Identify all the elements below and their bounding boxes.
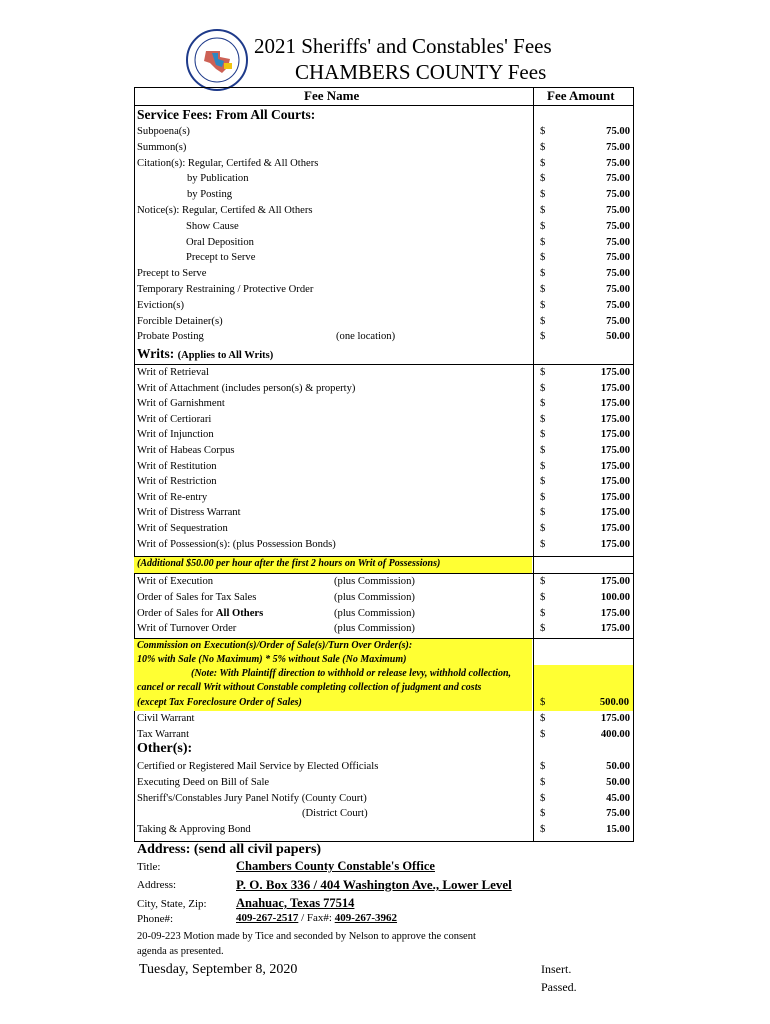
fee-note: (one location)	[336, 331, 396, 343]
fee-row	[134, 621, 634, 637]
fee-row	[134, 537, 634, 553]
fee-row	[134, 171, 634, 187]
fee-row	[134, 505, 634, 521]
dollar-sign: $	[540, 713, 546, 724]
fee-row	[134, 459, 634, 475]
fee-amount: 175.00	[600, 523, 630, 534]
dollar-sign: $	[540, 284, 546, 295]
dollar-sign: $	[540, 507, 546, 519]
commission-line2: 10% with Sale (No Maximum) * 5% without Sale (No Maximum)	[137, 654, 407, 665]
fee-amount: 175.00	[600, 398, 630, 410]
fee-note: (plus Commission)	[334, 623, 415, 635]
dollar-sign: $	[540, 591, 546, 603]
fee-amount: 175.00	[600, 491, 630, 503]
writs-heading-title: Writs:	[137, 346, 175, 361]
page-title-line1: 2021 Sheriffs' and Constables' Fees	[254, 34, 552, 58]
fee-note: (plus Commission)	[334, 591, 415, 603]
fee-amount: 175.00	[600, 507, 630, 519]
dollar-sign: $	[540, 761, 546, 772]
fax-value: 409-267-3962	[334, 912, 398, 924]
dollar-sign: $	[540, 413, 546, 425]
fee-label: Writ of Garnishment	[137, 398, 225, 410]
divider	[134, 556, 634, 557]
commission-line4: cancel or recall Writ without Constable completing collection of judgment and costs	[137, 682, 482, 693]
fee-row	[134, 791, 634, 807]
fee-amount: 50.00	[606, 331, 630, 343]
fee-label: Oral Deposition	[186, 236, 254, 248]
passed-note: Passed.	[541, 980, 577, 994]
fee-amount: 75.00	[606, 315, 630, 327]
dollar-sign: $	[540, 728, 546, 740]
fee-label: Writ of Habeas Corpus	[137, 445, 235, 456]
dollar-sign: $	[540, 367, 546, 378]
dollar-sign: $	[540, 808, 546, 820]
fee-row	[134, 521, 634, 537]
fee-amount: 175.00	[600, 382, 630, 394]
fee-amount: 175.00	[600, 429, 630, 441]
fax-label: / Fax#:	[301, 912, 332, 924]
fee-label: Notice(s): Regular, Certifed & All Others	[137, 205, 313, 216]
fee-row	[134, 775, 634, 791]
fee-amount: 75.00	[606, 236, 630, 248]
fee-name-header: Fee Name	[304, 88, 360, 103]
dollar-sign: $	[540, 429, 546, 441]
fee-amount: 75.00	[606, 189, 630, 201]
fee-amount: 45.00	[606, 792, 630, 804]
dollar-sign: $	[540, 236, 546, 248]
fee-amount: 175.00	[600, 538, 630, 550]
address-value: P. O. Box 336 / 404 Washington Ave., Lower Level	[236, 877, 512, 892]
fee-row	[134, 412, 634, 428]
dollar-sign: $	[540, 824, 546, 836]
fee-label: Precept to Serve	[186, 252, 256, 264]
fee-label: by Posting	[187, 189, 233, 201]
dollar-sign: $	[540, 205, 546, 216]
dollar-sign: $	[540, 623, 546, 635]
dollar-sign: $	[540, 189, 546, 201]
dollar-sign: $	[540, 315, 546, 327]
fee-label: Writ of Re-entry	[137, 491, 208, 503]
fee-label: Executing Deed on Bill of Sale	[137, 776, 270, 788]
phone-label: Phone#:	[137, 913, 174, 925]
fee-amount: 75.00	[606, 205, 630, 216]
fee-label: Writ of Attachment (includes person(s) & property)	[137, 382, 356, 394]
fee-label: Writ of Injunction	[137, 429, 214, 441]
fee-label: Temporary Restraining / Protective Order	[137, 284, 314, 295]
fee-row	[134, 759, 634, 775]
dollar-sign: $	[540, 476, 546, 488]
dollar-sign: $	[540, 220, 546, 232]
fee-amount: 400.00	[600, 728, 630, 740]
fee-amount: 175.00	[600, 445, 630, 456]
writs-heading-sub: (Applies to All Writs)	[177, 350, 274, 361]
fee-amount: 75.00	[606, 126, 630, 137]
dollar-sign: $	[540, 398, 546, 410]
fee-label: Writ of Certiorari	[137, 413, 212, 425]
fee-label: Forcible Detainer(s)	[137, 315, 223, 327]
service-fees-heading: Service Fees: From All Courts:	[137, 107, 316, 122]
fee-amount: 50.00	[606, 761, 630, 772]
fee-label: Taking & Approving Bond	[137, 824, 251, 836]
fee-row	[134, 474, 634, 490]
commission-line3: (Note: With Plaintiff direction to withhold or release levy, withhold collection,	[191, 668, 511, 679]
fee-amount: 75.00	[606, 141, 630, 153]
fee-row	[134, 427, 634, 443]
fee-label: Eviction(s)	[137, 299, 185, 311]
fee-label: Writ of Restitution	[137, 460, 217, 472]
city-label: City, State, Zip:	[137, 898, 207, 910]
fee-amount: 175.00	[600, 607, 630, 619]
title-value: Chambers County Constable's Office	[236, 859, 435, 873]
fee-label-prefix: Order of Sales for	[137, 607, 216, 619]
fee-label: Writ of Possession(s): (plus Possession Bonds)	[137, 538, 336, 550]
fee-amount: 175.00	[600, 623, 630, 635]
county-seal	[186, 29, 248, 91]
fee-row	[134, 711, 634, 727]
dollar-sign: $	[540, 331, 546, 343]
fee-row	[134, 822, 634, 838]
phone-fax	[236, 912, 397, 924]
address-label: Address:	[137, 879, 177, 891]
motion-line1: 20-09-223 Motion made by Tice and seconded by Nelson to approve the consent	[137, 931, 476, 942]
fee-row	[134, 381, 634, 397]
fee-row	[134, 314, 634, 330]
fee-label: Writ of Turnover Order	[137, 623, 237, 635]
fee-amount: 75.00	[606, 299, 630, 311]
fee-label-bold: All Others	[215, 607, 264, 619]
fee-row	[134, 219, 634, 235]
fee-amount: 75.00	[606, 252, 630, 264]
dollar-sign: $	[540, 491, 546, 503]
fee-row	[134, 606, 634, 622]
fee-label: Writ of Restriction	[137, 476, 217, 488]
fee-row	[134, 490, 634, 506]
fee-note: (District Court)	[302, 808, 368, 820]
dollar-sign: $	[540, 607, 546, 619]
fee-row	[134, 443, 634, 459]
fee-row	[134, 140, 634, 156]
fee-row	[134, 266, 634, 282]
commission-dollar: $	[540, 697, 546, 708]
fee-amount: 75.00	[606, 157, 630, 169]
writs-heading	[137, 346, 273, 362]
fee-row	[134, 235, 634, 251]
fee-row	[134, 365, 634, 381]
dollar-sign: $	[540, 792, 546, 804]
dollar-sign: $	[540, 126, 546, 137]
dollar-sign: $	[540, 299, 546, 311]
fee-label: Show Cause	[186, 220, 239, 232]
fee-row	[134, 124, 634, 140]
commission-amount: 500.00	[599, 697, 629, 708]
fee-label: Citation(s): Regular, Certifed & All Others	[137, 157, 319, 169]
dollar-sign: $	[540, 252, 546, 264]
insert-note: Insert.	[541, 962, 572, 976]
fee-row	[134, 806, 634, 822]
fee-amount: 175.00	[600, 367, 630, 378]
fee-amount: 50.00	[606, 776, 630, 788]
dollar-sign: $	[540, 538, 546, 550]
dollar-sign: $	[540, 776, 546, 788]
dollar-sign: $	[540, 523, 546, 534]
fee-amount: 75.00	[606, 284, 630, 295]
fee-row	[134, 156, 634, 172]
meeting-date: Tuesday, September 8, 2020	[139, 962, 298, 977]
fee-label: Probate Posting	[137, 331, 204, 343]
possession-note: (Additional $50.00 per hour after the first 2 hours on Writ of Possessions)	[137, 558, 441, 569]
others-heading: Other(s):	[137, 741, 193, 756]
fee-amount: 175.00	[600, 476, 630, 488]
fee-label: Precept to Serve	[137, 268, 207, 280]
commission-line1: Commission on Execution(s)/Order of Sale(s)/Turn Over Order(s):	[137, 640, 413, 651]
address-heading: Address: (send all civil papers)	[137, 842, 322, 857]
dollar-sign: $	[540, 382, 546, 394]
fee-row	[134, 727, 634, 743]
title-label: Title:	[137, 861, 161, 873]
dollar-sign: $	[540, 576, 546, 587]
fee-label: Sheriff's/Constables Jury Panel Notify (County Court)	[137, 792, 367, 804]
header-divider	[134, 105, 634, 106]
fee-row	[134, 590, 634, 606]
fee-row	[134, 574, 634, 590]
fee-note: (plus Commission)	[334, 607, 415, 619]
fee-note: (plus Commission)	[334, 576, 415, 587]
fee-amount: 75.00	[606, 268, 630, 280]
commission-line5: (except Tax Foreclosure Order of Sales)	[137, 697, 302, 708]
fee-label: Writ of Retrieval	[137, 367, 209, 378]
fee-row	[134, 329, 634, 345]
fee-label: Writ of Execution	[137, 576, 214, 587]
fee-label: Order of Sales for Tax Sales	[137, 591, 257, 603]
dollar-sign: $	[540, 173, 546, 185]
fee-amount: 75.00	[606, 173, 630, 185]
fee-row	[134, 282, 634, 298]
dollar-sign: $	[540, 141, 546, 153]
fee-row	[134, 298, 634, 314]
fee-label: Civil Warrant	[137, 713, 195, 724]
fee-label: Writ of Sequestration	[137, 523, 228, 534]
phone-value: 409-267-2517	[236, 912, 299, 924]
fee-label: Subpoena(s)	[137, 126, 190, 137]
dollar-sign: $	[540, 460, 546, 472]
fee-label: Certified or Registered Mail Service by Elected Officials	[137, 761, 379, 772]
fee-amount-header: Fee Amount	[547, 88, 615, 103]
motion-line2: agenda as presented.	[137, 946, 224, 957]
city-value: Anahuac, Texas 77514	[236, 896, 355, 910]
fee-label: Summon(s)	[137, 141, 187, 153]
dollar-sign: $	[540, 157, 546, 169]
fee-label	[137, 606, 263, 622]
fee-label: Tax Warrant	[137, 728, 190, 740]
page-title-line2: CHAMBERS COUNTY Fees	[295, 60, 547, 84]
fee-row	[134, 203, 634, 219]
dollar-sign: $	[540, 445, 546, 456]
fee-amount: 75.00	[606, 220, 630, 232]
fee-amount: 175.00	[600, 576, 630, 587]
fee-amount: 100.00	[600, 591, 630, 603]
dollar-sign: $	[540, 268, 546, 280]
fee-amount: 175.00	[600, 413, 630, 425]
fee-row	[134, 187, 634, 203]
fee-label: Writ of Distress Warrant	[137, 507, 241, 519]
fee-amount: 15.00	[606, 824, 630, 836]
fee-row	[134, 396, 634, 412]
fee-amount: 75.00	[606, 808, 630, 820]
fee-row	[134, 250, 634, 266]
fee-amount: 175.00	[600, 713, 630, 724]
fee-label: by Publication	[187, 173, 249, 185]
fee-amount: 175.00	[600, 460, 630, 472]
